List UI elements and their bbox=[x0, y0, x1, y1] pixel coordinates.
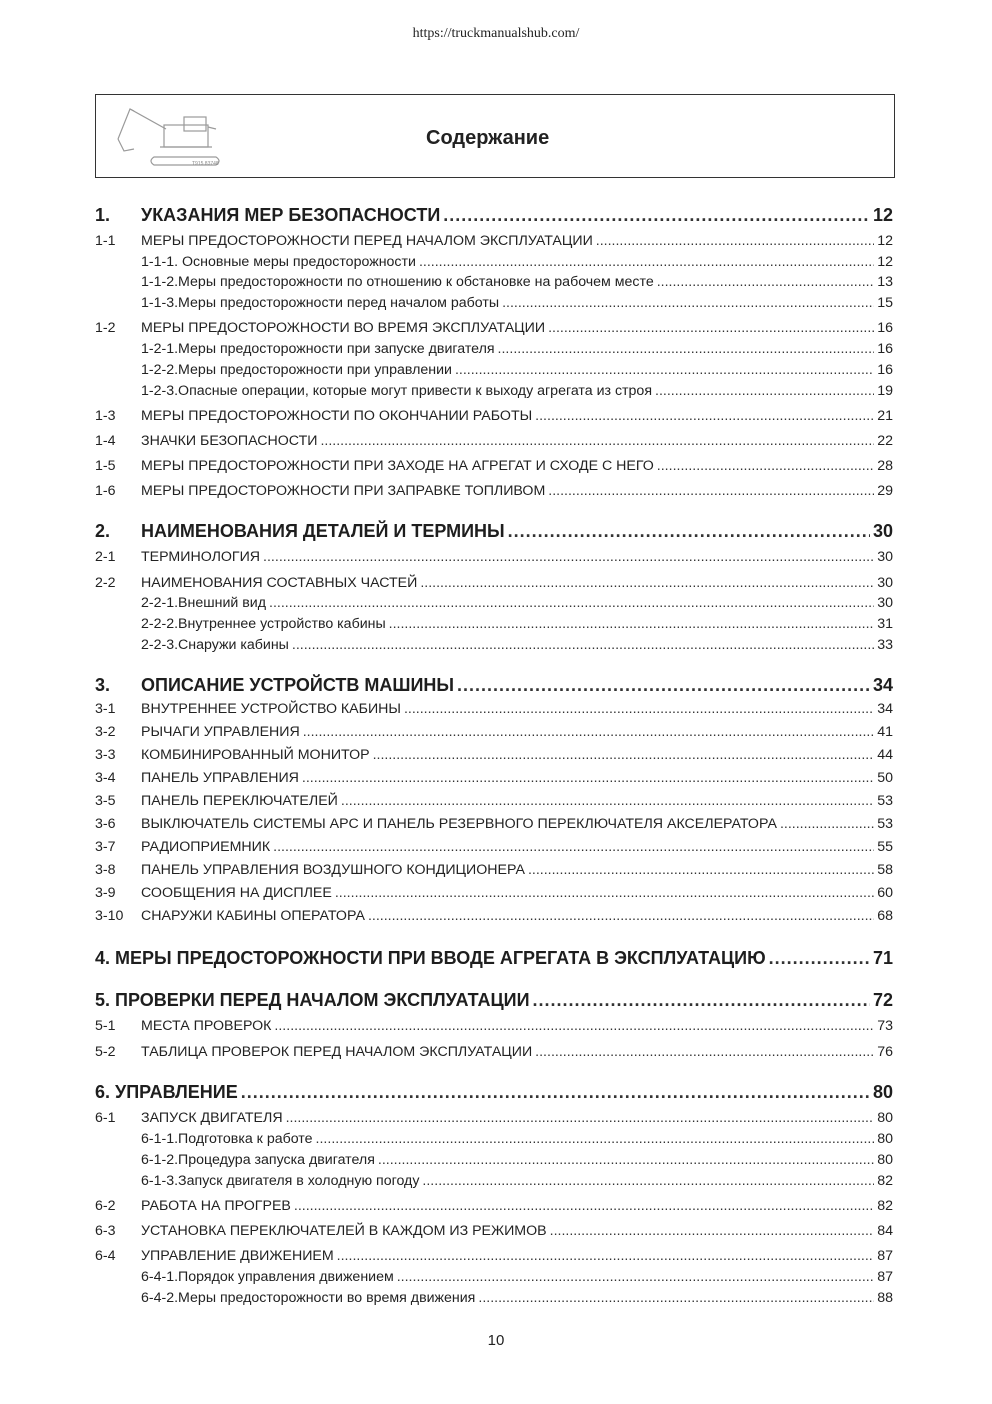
toc-leader bbox=[320, 433, 874, 449]
toc-number: 6-1 bbox=[95, 1110, 116, 1126]
toc-title: ЗАПУСК ДВИГАТЕЛЯ bbox=[141, 1110, 283, 1126]
toc-page: 15 bbox=[877, 295, 893, 311]
toc-leader bbox=[528, 862, 874, 878]
toc-chapter[interactable] bbox=[95, 675, 893, 696]
toc-title: МЕРЫ ПРЕДОСТОРОЖНОСТИ ПЕРЕД НАЧАЛОМ ЭКСПЛУАТАЦИИ bbox=[141, 233, 593, 249]
toc-leader bbox=[335, 885, 874, 901]
toc-number: 3-9 bbox=[95, 885, 116, 901]
toc-leader bbox=[498, 341, 875, 357]
toc-page: 87 bbox=[877, 1269, 893, 1285]
toc-number: 6-2 bbox=[95, 1198, 116, 1214]
toc-number: 3. bbox=[95, 675, 111, 695]
toc-leader bbox=[548, 483, 874, 499]
toc-leader bbox=[548, 320, 874, 336]
toc-subsection[interactable] bbox=[95, 637, 893, 653]
toc-title: УСТАНОВКА ПЕРЕКЛЮЧАТЕЛЕЙ В КАЖДОМ ИЗ РЕЖИМОВ bbox=[141, 1223, 547, 1239]
toc-number: 1-1 bbox=[95, 233, 116, 249]
toc-section[interactable] bbox=[95, 747, 893, 763]
toc-page: 28 bbox=[877, 458, 893, 474]
toc-page: 31 bbox=[877, 616, 893, 632]
toc-page: 84 bbox=[877, 1223, 893, 1239]
toc-number: 2-2 bbox=[95, 575, 116, 591]
toc-page: 72 bbox=[872, 990, 893, 1010]
toc-leader bbox=[373, 747, 875, 763]
toc-page: 30 bbox=[872, 521, 893, 541]
toc-section[interactable] bbox=[95, 483, 893, 499]
toc-title: 2-2-2.Внутреннее устройство кабины bbox=[141, 616, 386, 632]
toc-section[interactable] bbox=[95, 1223, 893, 1239]
toc-title: 6. УПРАВЛЕНИЕ bbox=[95, 1082, 238, 1102]
toc-leader bbox=[341, 793, 874, 809]
toc-number: 2-1 bbox=[95, 549, 116, 565]
toc-title: УПРАВЛЕНИЕ ДВИЖЕНИЕМ bbox=[141, 1248, 334, 1264]
toc-page: 88 bbox=[877, 1290, 893, 1306]
toc-number: 2. bbox=[95, 521, 111, 541]
toc-page: 44 bbox=[877, 747, 893, 763]
toc-section[interactable] bbox=[95, 793, 893, 809]
toc-page: 87 bbox=[877, 1248, 893, 1264]
toc-number: 1-5 bbox=[95, 458, 116, 474]
page-title: Содержание bbox=[426, 127, 550, 149]
toc-title: 4. МЕРЫ ПРЕДОСТОРОЖНОСТИ ПРИ ВВОДЕ АГРЕГАТА В ЭКСПЛУАТАЦИЮ bbox=[95, 948, 766, 968]
toc-page: 68 bbox=[877, 908, 893, 924]
toc-section[interactable] bbox=[95, 724, 893, 740]
toc-title: СНАРУЖИ КАБИНЫ ОПЕРАТОРА bbox=[141, 908, 365, 924]
toc-title: 6-1-3.Запуск двигателя в холодную погоду bbox=[141, 1173, 420, 1189]
toc-title: ВНУТРЕННЕЕ УСТРОЙСТВО КАБИНЫ bbox=[141, 701, 401, 717]
toc-title: 2-2-1.Внешний вид bbox=[141, 595, 266, 611]
toc-number: 3-10 bbox=[95, 908, 124, 924]
toc-title: НАИМЕНОВАНИЯ ДЕТАЛЕЙ И ТЕРМИНЫ bbox=[141, 521, 505, 541]
toc-page: 12 bbox=[877, 254, 893, 270]
toc-leader bbox=[269, 595, 874, 611]
toc-leader bbox=[455, 362, 874, 378]
toc-section[interactable] bbox=[95, 233, 893, 249]
toc-section[interactable] bbox=[95, 885, 893, 901]
toc-page: 16 bbox=[877, 320, 893, 336]
toc-page: 76 bbox=[877, 1044, 893, 1060]
toc-title: ЗНАЧКИ БЕЗОПАСНОСТИ bbox=[141, 433, 318, 449]
source-url: https://truckmanualshub.com/ bbox=[412, 26, 580, 41]
toc-page: 82 bbox=[877, 1198, 893, 1214]
toc-leader bbox=[596, 233, 874, 249]
toc-leader bbox=[404, 701, 874, 717]
toc-subsection[interactable] bbox=[95, 595, 893, 611]
toc-section[interactable] bbox=[95, 908, 893, 924]
toc-section[interactable] bbox=[95, 816, 893, 832]
toc-chapter[interactable] bbox=[95, 990, 893, 1011]
toc-section[interactable] bbox=[95, 1198, 893, 1214]
toc-title: ТАБЛИЦА ПРОВЕРОК ПЕРЕД НАЧАЛОМ ЭКСПЛУАТАЦИИ bbox=[141, 1044, 533, 1060]
toc-title: ТЕРМИНОЛОГИЯ bbox=[141, 549, 261, 565]
toc-page: 41 bbox=[877, 724, 893, 740]
toc-leader bbox=[397, 1269, 874, 1285]
toc-leader bbox=[535, 408, 874, 424]
toc-leader bbox=[508, 521, 870, 542]
toc-leader bbox=[657, 458, 874, 474]
toc-leader bbox=[780, 816, 874, 832]
toc-number: 3-5 bbox=[95, 793, 116, 809]
toc-title: 6-4-2.Меры предосторожности во время движения bbox=[141, 1290, 476, 1306]
toc-page: 80 bbox=[877, 1131, 893, 1147]
toc-title: ВЫКЛЮЧАТЕЛЬ СИСТЕМЫ APC И ПАНЕЛЬ РЕЗЕРВНОГО ПЕРЕКЛЮЧАТЕЛЯ АКСЕЛЕРАТОРА bbox=[141, 816, 777, 832]
toc-title: 1-1-3.Меры предосторожности перед началом работы bbox=[141, 295, 500, 311]
toc-section[interactable] bbox=[95, 549, 893, 565]
toc-leader bbox=[389, 616, 875, 632]
toc-page: 80 bbox=[877, 1152, 893, 1168]
toc-title: УКАЗАНИЯ МЕР БЕЗОПАСНОСТИ bbox=[141, 205, 441, 225]
toc-page: 80 bbox=[872, 1082, 893, 1102]
toc-leader bbox=[457, 675, 870, 696]
toc-page: 53 bbox=[877, 816, 893, 832]
toc-page: 13 bbox=[877, 274, 893, 290]
toc-title: МЕРЫ ПРЕДОСТОРОЖНОСТИ ПО ОКОНЧАНИИ РАБОТЫ bbox=[141, 408, 533, 424]
toc-page: 50 bbox=[877, 770, 893, 786]
toc-page: 82 bbox=[877, 1173, 893, 1189]
excavator-icon bbox=[104, 99, 254, 175]
toc-page: 29 bbox=[877, 483, 893, 499]
toc-leader bbox=[378, 1152, 874, 1168]
toc-title: 1-2-3.Опасные операции, которые могут привести к выходу агрегата из строя bbox=[141, 383, 652, 399]
toc-page: 12 bbox=[872, 205, 893, 225]
toc-leader bbox=[769, 948, 870, 969]
toc-title: 1-1-1. Основные меры предосторожности bbox=[141, 254, 416, 270]
toc-page: 22 bbox=[877, 433, 893, 449]
toc-leader bbox=[550, 1223, 875, 1239]
toc-leader bbox=[368, 908, 874, 924]
toc-page: 80 bbox=[877, 1110, 893, 1126]
toc-chapter[interactable] bbox=[95, 948, 893, 969]
toc-leader bbox=[443, 205, 870, 226]
toc-number: 3-7 bbox=[95, 839, 116, 855]
toc-title: ПАНЕЛЬ УПРАВЛЕНИЯ bbox=[141, 770, 299, 786]
toc-page: 30 bbox=[877, 595, 893, 611]
toc-section[interactable] bbox=[95, 458, 893, 474]
toc-title: 6-4-1.Порядок управления движением bbox=[141, 1269, 394, 1285]
toc-page: 16 bbox=[877, 341, 893, 357]
toc-subsection[interactable] bbox=[95, 362, 893, 378]
toc-leader bbox=[292, 637, 874, 653]
toc-title: 1-2-2.Меры предосторожности при управлении bbox=[141, 362, 452, 378]
toc-title: 1-1-2.Меры предосторожности по отношению к обстановке на рабочем месте bbox=[141, 274, 654, 290]
toc-section[interactable] bbox=[95, 839, 893, 855]
toc-chapter[interactable] bbox=[95, 521, 893, 542]
toc-leader bbox=[502, 295, 874, 311]
toc-number: 3-2 bbox=[95, 724, 116, 740]
toc-page: 73 bbox=[877, 1018, 893, 1034]
toc-section[interactable] bbox=[95, 1248, 893, 1264]
toc-page: 55 bbox=[877, 839, 893, 855]
toc-page: 58 bbox=[877, 862, 893, 878]
toc-title: ПАНЕЛЬ УПРАВЛЕНИЯ ВОЗДУШНОГО КОНДИЦИОНЕРА bbox=[141, 862, 525, 878]
toc-title: ПАНЕЛЬ ПЕРЕКЛЮЧАТЕЛЕЙ bbox=[141, 793, 338, 809]
toc-subsection[interactable] bbox=[95, 1269, 893, 1285]
toc-number: 5-1 bbox=[95, 1018, 116, 1034]
toc-subsection[interactable] bbox=[95, 383, 893, 399]
toc-title: НАИМЕНОВАНИЯ СОСТАВНЫХ ЧАСТЕЙ bbox=[141, 575, 418, 591]
toc-number: 1. bbox=[95, 205, 111, 225]
toc-number: 1-2 bbox=[95, 320, 116, 336]
toc-leader bbox=[657, 274, 875, 290]
toc-leader bbox=[655, 383, 874, 399]
toc-title: КОМБИНИРОВАННЫЙ МОНИТОР bbox=[141, 747, 370, 763]
logo-code: T915.83748 bbox=[192, 161, 219, 167]
toc-subsection[interactable] bbox=[95, 295, 893, 311]
toc-section[interactable] bbox=[95, 770, 893, 786]
toc-leader bbox=[419, 254, 874, 270]
toc-title: 1-2-1.Меры предосторожности при запуске двигателя bbox=[141, 341, 495, 357]
toc-leader bbox=[535, 1044, 874, 1060]
toc-leader bbox=[533, 990, 870, 1011]
toc-leader bbox=[286, 1110, 875, 1126]
toc-chapter[interactable] bbox=[95, 1082, 893, 1103]
toc-page: 53 bbox=[877, 793, 893, 809]
toc-title: РАБОТА НА ПРОГРЕВ bbox=[141, 1198, 291, 1214]
toc-leader bbox=[420, 575, 874, 591]
toc-section[interactable] bbox=[95, 320, 893, 336]
toc-leader bbox=[337, 1248, 875, 1264]
toc-title: РАДИОПРИЕМНИК bbox=[141, 839, 271, 855]
toc-number: 1-4 bbox=[95, 433, 116, 449]
page-number: 10 bbox=[487, 1332, 505, 1349]
toc-subsection[interactable] bbox=[95, 1290, 893, 1306]
toc-leader bbox=[241, 1082, 870, 1103]
toc-title: ОПИСАНИЕ УСТРОЙСТВ МАШИНЫ bbox=[141, 675, 455, 695]
toc-leader bbox=[263, 549, 874, 565]
toc-page: 30 bbox=[877, 575, 893, 591]
toc-section[interactable] bbox=[95, 1044, 893, 1060]
toc-number: 3-3 bbox=[95, 747, 116, 763]
toc-page: 16 bbox=[877, 362, 893, 378]
toc-number: 1-3 bbox=[95, 408, 116, 424]
toc-title: 6-1-2.Процедура запуска двигателя bbox=[141, 1152, 375, 1168]
toc-title: МЕРЫ ПРЕДОСТОРОЖНОСТИ ПРИ ЗАПРАВКЕ ТОПЛИВОМ bbox=[141, 483, 546, 499]
toc-page: 33 bbox=[877, 637, 893, 653]
toc-leader bbox=[303, 724, 875, 740]
toc-page: 34 bbox=[877, 701, 893, 717]
toc-leader bbox=[302, 770, 874, 786]
toc-subsection[interactable] bbox=[95, 254, 893, 270]
toc-leader bbox=[422, 1173, 874, 1189]
toc-section[interactable] bbox=[95, 1110, 893, 1126]
toc-subsection[interactable] bbox=[95, 616, 893, 632]
toc-title: 2-2-3.Снаружи кабины bbox=[141, 637, 289, 653]
toc-section[interactable] bbox=[95, 433, 893, 449]
toc-title: МЕРЫ ПРЕДОСТОРОЖНОСТИ ПРИ ЗАХОДЕ НА АГРЕГАТ И СХОДЕ С НЕГО bbox=[141, 458, 654, 474]
toc-subsection[interactable] bbox=[95, 1131, 893, 1147]
toc-leader bbox=[274, 1018, 874, 1034]
toc-title: РЫЧАГИ УПРАВЛЕНИЯ bbox=[141, 724, 300, 740]
toc-chapter[interactable] bbox=[95, 205, 893, 226]
toc-title: МЕРЫ ПРЕДОСТОРОЖНОСТИ ВО ВРЕМЯ ЭКСПЛУАТАЦИИ bbox=[141, 320, 546, 336]
toc-section[interactable] bbox=[95, 862, 893, 878]
toc-page: 21 bbox=[877, 408, 893, 424]
toc-title: СООБЩЕНИЯ НА ДИСПЛЕЕ bbox=[141, 885, 332, 901]
toc-page: 34 bbox=[872, 675, 893, 695]
toc-page: 60 bbox=[877, 885, 893, 901]
toc-number: 5-2 bbox=[95, 1044, 116, 1060]
toc-title: МЕСТА ПРОВЕРОК bbox=[141, 1018, 272, 1034]
toc-section[interactable] bbox=[95, 575, 893, 591]
toc-page: 71 bbox=[872, 948, 893, 968]
toc-number: 3-4 bbox=[95, 770, 116, 786]
toc-title: 5. ПРОВЕРКИ ПЕРЕД НАЧАЛОМ ЭКСПЛУАТАЦИИ bbox=[95, 990, 530, 1010]
toc-number: 3-6 bbox=[95, 816, 116, 832]
toc-leader bbox=[478, 1290, 874, 1306]
toc-section[interactable] bbox=[95, 1018, 893, 1034]
toc-number: 3-1 bbox=[95, 701, 116, 717]
toc-page: 30 bbox=[877, 549, 893, 565]
toc-section[interactable] bbox=[95, 408, 893, 424]
toc-page: 12 bbox=[877, 233, 893, 249]
toc-section[interactable] bbox=[95, 701, 893, 717]
toc-subsection[interactable] bbox=[95, 341, 893, 357]
toc-subsection[interactable] bbox=[95, 1173, 893, 1189]
toc-page: 19 bbox=[877, 383, 893, 399]
toc-number: 6-4 bbox=[95, 1248, 116, 1264]
toc-number: 6-3 bbox=[95, 1223, 116, 1239]
toc-subsection[interactable] bbox=[95, 274, 893, 290]
toc-leader bbox=[294, 1198, 874, 1214]
toc-number: 1-6 bbox=[95, 483, 116, 499]
toc-leader bbox=[316, 1131, 875, 1147]
toc-leader bbox=[273, 839, 874, 855]
toc-title: 6-1-1.Подготовка к работе bbox=[141, 1131, 313, 1147]
toc-subsection[interactable] bbox=[95, 1152, 893, 1168]
toc-number: 3-8 bbox=[95, 862, 116, 878]
header-box bbox=[95, 94, 895, 178]
